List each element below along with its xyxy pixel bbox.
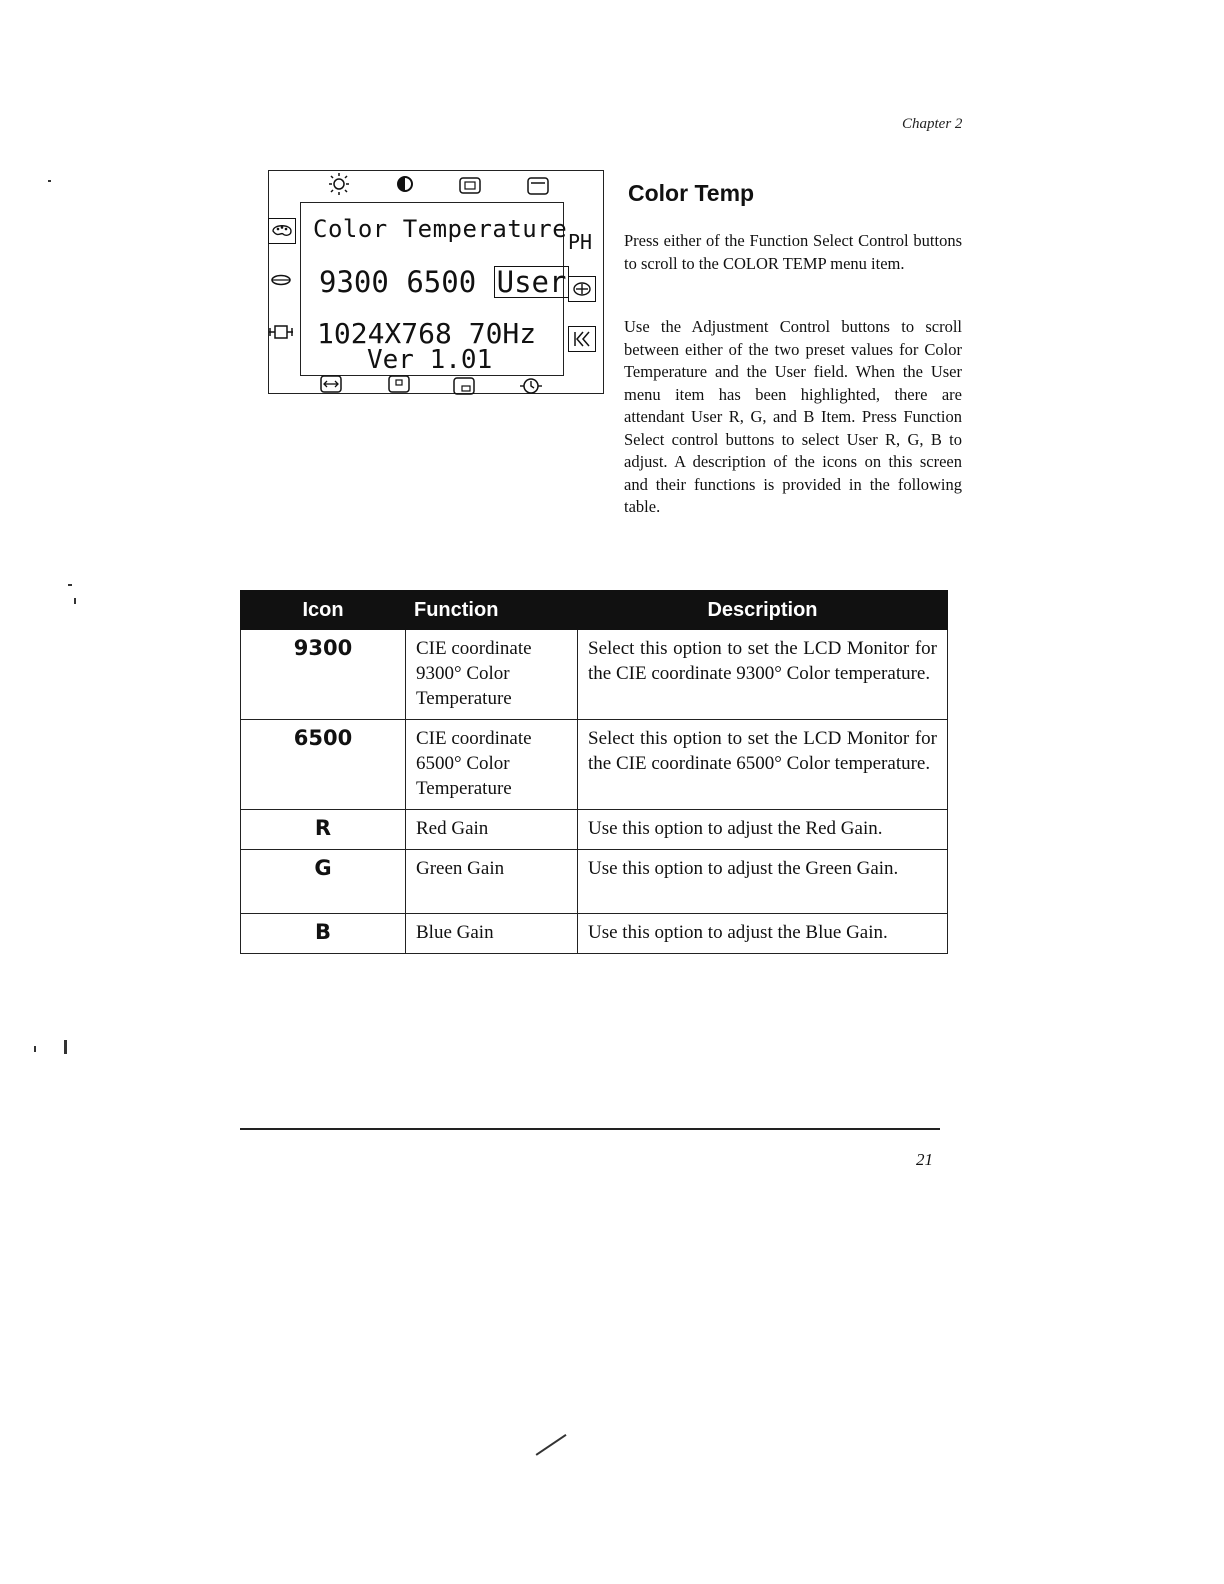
column-header-description: Description: [578, 591, 948, 630]
chapter-header: Chapter 2: [902, 116, 963, 132]
section-title: Color Temp: [628, 180, 755, 206]
table-row: [241, 850, 948, 914]
brightness-sun-icon: [326, 172, 352, 196]
osd-refresh-rate: 70Hz: [468, 317, 537, 350]
table-row: [241, 914, 948, 954]
column-header-icon: Icon: [241, 591, 406, 630]
table-row: [241, 810, 948, 850]
scan-speck: [68, 584, 72, 586]
clock-icon: [518, 374, 544, 398]
osd-preset-9300: 9300: [319, 265, 389, 299]
recall-icon: [568, 326, 596, 352]
screen-top-icon: [525, 174, 551, 198]
color-palette-icon: [268, 218, 296, 244]
row-icon-6500: 6500: [241, 720, 406, 810]
width-adjust-icon: [318, 372, 344, 396]
intro-paragraph: Press either of the Function Select Control buttons to scroll to the COLOR TEMP menu item.: [624, 231, 962, 273]
row-function: CIE coordinate 6500° Color Temperature: [406, 720, 578, 810]
osd-title: Color Temperature: [313, 215, 568, 243]
scan-speck: [48, 180, 51, 182]
scan-speck: [34, 1046, 36, 1052]
row-icon-green: G: [241, 850, 406, 914]
row-description: Select this option to set the LCD Monitor for the CIE coordinate 6500° Color temperature.: [578, 720, 948, 810]
row-icon-9300: 9300: [241, 630, 406, 720]
horizontal-size-icon: [268, 320, 294, 344]
scan-speck: [74, 598, 76, 604]
row-description: Use this option to adjust the Red Gain.: [578, 810, 948, 850]
vertical-position-icon: [386, 372, 412, 396]
screen-position-icon: [457, 174, 483, 198]
row-function: CIE coordinate 9300° Color Temperature: [406, 630, 578, 720]
column-header-function: Function: [406, 591, 578, 630]
osd-preset-row: [319, 265, 569, 299]
osd-preset-user: User: [494, 266, 570, 298]
footer-rule: [240, 1128, 940, 1130]
row-description: Select this option to set the LCD Monitor for the CIE coordinate 9300° Color temperature.: [578, 630, 948, 720]
horizontal-position-icon: [568, 276, 596, 302]
osd-preset-6500: 6500: [406, 265, 477, 299]
table-row: [241, 630, 948, 720]
row-function: Green Gain: [406, 850, 578, 914]
window-position-icon: [451, 374, 477, 398]
row-description: Use this option to adjust the Blue Gain.: [578, 914, 948, 954]
table-row: [241, 720, 948, 810]
row-icon-red: R: [241, 810, 406, 850]
pen-stroke-mark: [536, 1434, 567, 1455]
icon-description-table: [240, 590, 948, 954]
osd-resolution: 1024X768: [317, 317, 452, 350]
osd-version: Ver 1.01: [367, 345, 493, 375]
row-description: Use this option to adjust the Green Gain.: [578, 850, 948, 914]
table-header-row: [241, 591, 948, 630]
osd-display-panel: [300, 202, 568, 376]
lips-icon: [268, 268, 294, 292]
row-function: Red Gain: [406, 810, 578, 850]
osd-phase-label: PH: [568, 230, 593, 254]
instructions-paragraph: Use the Adjustment Control buttons to scroll between either of the two preset values for Color Temperature and the User field. When the User menu item has been highlighted, there are attendant User R, G, and B Item. Press Function Select control buttons to select User R, G, B to adjust. A description of the icons on this screen and their functions is provided in the following table.: [624, 317, 962, 516]
row-icon-blue: B: [241, 914, 406, 954]
scan-speck: [64, 1040, 67, 1054]
page-number: 21: [916, 1150, 933, 1169]
contrast-icon: [392, 172, 418, 196]
row-function: Blue Gain: [406, 914, 578, 954]
osd-menu-figure: [264, 170, 606, 398]
